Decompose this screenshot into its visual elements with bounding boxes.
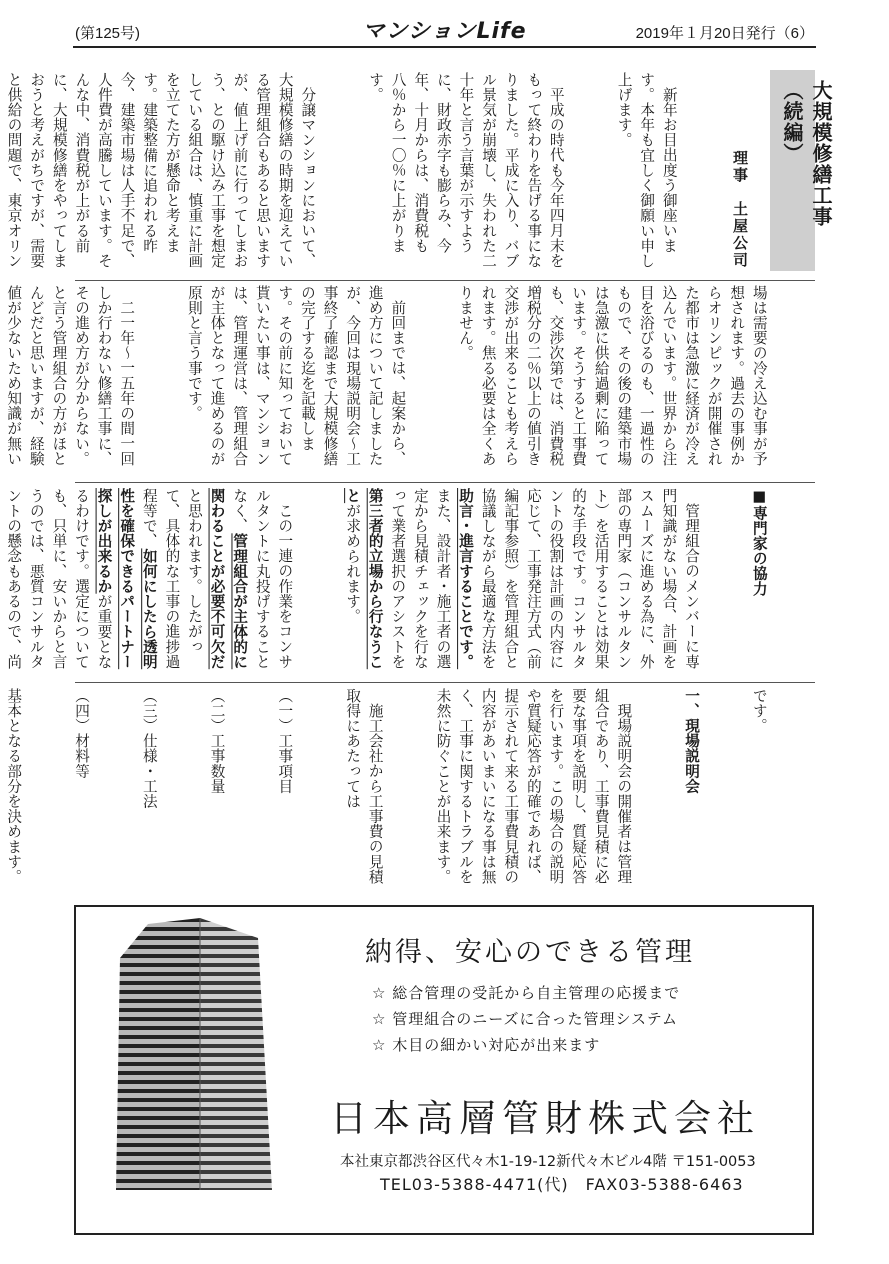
paragraph: です。 xyxy=(750,688,768,734)
paragraph: 管理組合のメンバーに専門知識がない場合、計画をスムーズに進める為に、外部の専門家（コンサルタント）を活用することは効果的な手段です。コンサルタントの役割は計画の内容に応じて、工事発注方式（前編記事参照）を管理組合と協議しながら最適な方法を助言・進言することです。また、設計者・施工者の選定から見積チェックを行なって業者選択のアシストを第三者的立場から行なうことが求められます。 xyxy=(344,488,701,670)
paragraph: 平成の時代も今年四月末をもって終わりを告げる事になりました。平成に入り、バブル景気が崩壊し、失われた二十年と言う言葉が示すように、財政赤字も膨らみ、今年、十月からは、消費税も八％から一〇％に上がります。 xyxy=(367,72,565,269)
emphasis: 如何にしたら透明性を確保できるパートナー探しが出来るか xyxy=(95,488,158,670)
ad-company-name: 日本高層管財株式会社 xyxy=(330,1097,760,1140)
ad-feature-3: ☆ 木目の細かい対応が出来ます xyxy=(372,1036,601,1054)
list-item: （三）仕様・工法 xyxy=(140,688,158,809)
paragraph: 場は需要の冷え込む事が予想されます。過去の事例からオリンピックが開催された都市は急激に経済が冷え込んでいます。世界から注目を浴びるのも、一過性のもので、その後の建築市場は急激に供給過剰に陥っています。そうすると工事費も、交渉次第では、消費税増税分の二％以上の値引き交渉が出来ることも考えられます。焦る必要は全くありません。 xyxy=(457,285,768,467)
emphasis: 第三者的立場から行なうこと xyxy=(344,488,384,670)
article-title: 大規模修繕工事（続編） xyxy=(780,80,833,227)
ad-feature-1: ☆ 総合管理の受託から自主管理の応援まで xyxy=(372,984,681,1002)
list-item: （四）材料等 xyxy=(73,688,90,779)
list-item: （二）工事数量 xyxy=(208,688,226,794)
paragraph: 施工会社から工事費の見積取得にあたっては xyxy=(344,688,384,884)
section-heading: ■専門家の協力 xyxy=(750,488,768,597)
paragraph: 二一年～一五年の間一回しか行わない修繕工事に、その進め方が分からない。と言う管理組合の方がほとんどだと思いますが、経験値が少ないため知識が無い xyxy=(5,285,136,467)
paragraph: 現場説明会の開催者は管理組合であり、工事費見積に必要な事項を説明し、質疑応答を行います。この場合の説明や質疑応答が的確であれば、提示されて来る工事費見積の内容があいまいになる事は無く、工事に関するトラブルを未然に防ぐことが出来ます。 xyxy=(434,688,633,885)
ad-phone-fax: TEL03-5388-4471(代) FAX03-5388-6463 xyxy=(380,1175,744,1194)
paragraph: この一連の作業をコンサルタントに丸投げすることなく、管理組合が主体的に関わることが必要不可欠だと思われます。したがって、具体的な工事の進捗過程等で、如何にしたら透明性を確保できるパートナー探しが出来るかが重要となるわけです。選定についても、只単に、安いからと言うのでは、悪質コンサルタントの懸念もあるので、尚 xyxy=(5,488,294,670)
issue-date: 2019年１月20日発行（6） xyxy=(635,25,814,42)
article-column-1 xyxy=(5,72,725,278)
building-photo xyxy=(108,918,280,1190)
section-heading: 一、現場説明会 xyxy=(683,688,701,794)
column-divider xyxy=(75,280,815,281)
paragraph: 前回までは、起案から、進め方について記しましたが、今回は現場説明会～工事終了確認まで大規模修繕の完了する迄を記載します。その前に知っておいて貰いたい事は、マンションは、管理運営は、管理組合が主体となって進めるのが原則と言う事です。 xyxy=(185,285,407,467)
paragraph: 基本となる部分を決めます。 xyxy=(5,688,23,885)
issue-number: (第125号) xyxy=(75,25,141,42)
emphasis: 助言・進言することです。 xyxy=(457,488,475,670)
list-item: （一）工事項目 xyxy=(276,688,294,794)
paragraph: 新年お目出度う御座います。本年も宜しく御願い申し上げます。 xyxy=(615,72,678,269)
paragraph: 分譲マンションにおいて、大規模修繕の時期を迎えている管理組合もあると思いますが、値上げ前に行ってしまおう、との駆け込み工事を想定している組合は、慎重に計画を立てた方が懸命と考えます。建築整備に追われる昨今、建築市場は人手不足で、人件費が高騰しています。そんな中、消費税が上がる前に、大規模修繕をやってしまおうと考えがちですが、需要と供給の問題で、東京オリン xyxy=(5,72,317,269)
emphasis: 管理組合が主体的に関わることが必要不可欠だ xyxy=(208,488,249,670)
article-column-4 xyxy=(5,688,815,888)
header-rule xyxy=(73,46,816,48)
ad-address: 本社東京都渋谷区代々木1-19-12新代々木ビル4階 〒151-0053 xyxy=(340,1154,756,1170)
masthead-logo: マンションLife xyxy=(362,19,527,44)
building-image xyxy=(108,918,280,1190)
column-divider xyxy=(75,482,815,483)
article-column-2 xyxy=(5,285,815,480)
article-author: 理事 土屋公司 xyxy=(731,150,749,269)
column-divider xyxy=(75,682,815,683)
ad-feature-2: ☆ 管理組合のニーズに合った管理システム xyxy=(372,1010,678,1028)
ad-tagline: 納得、安心のできる管理 xyxy=(365,937,695,968)
article-column-3 xyxy=(5,488,815,680)
